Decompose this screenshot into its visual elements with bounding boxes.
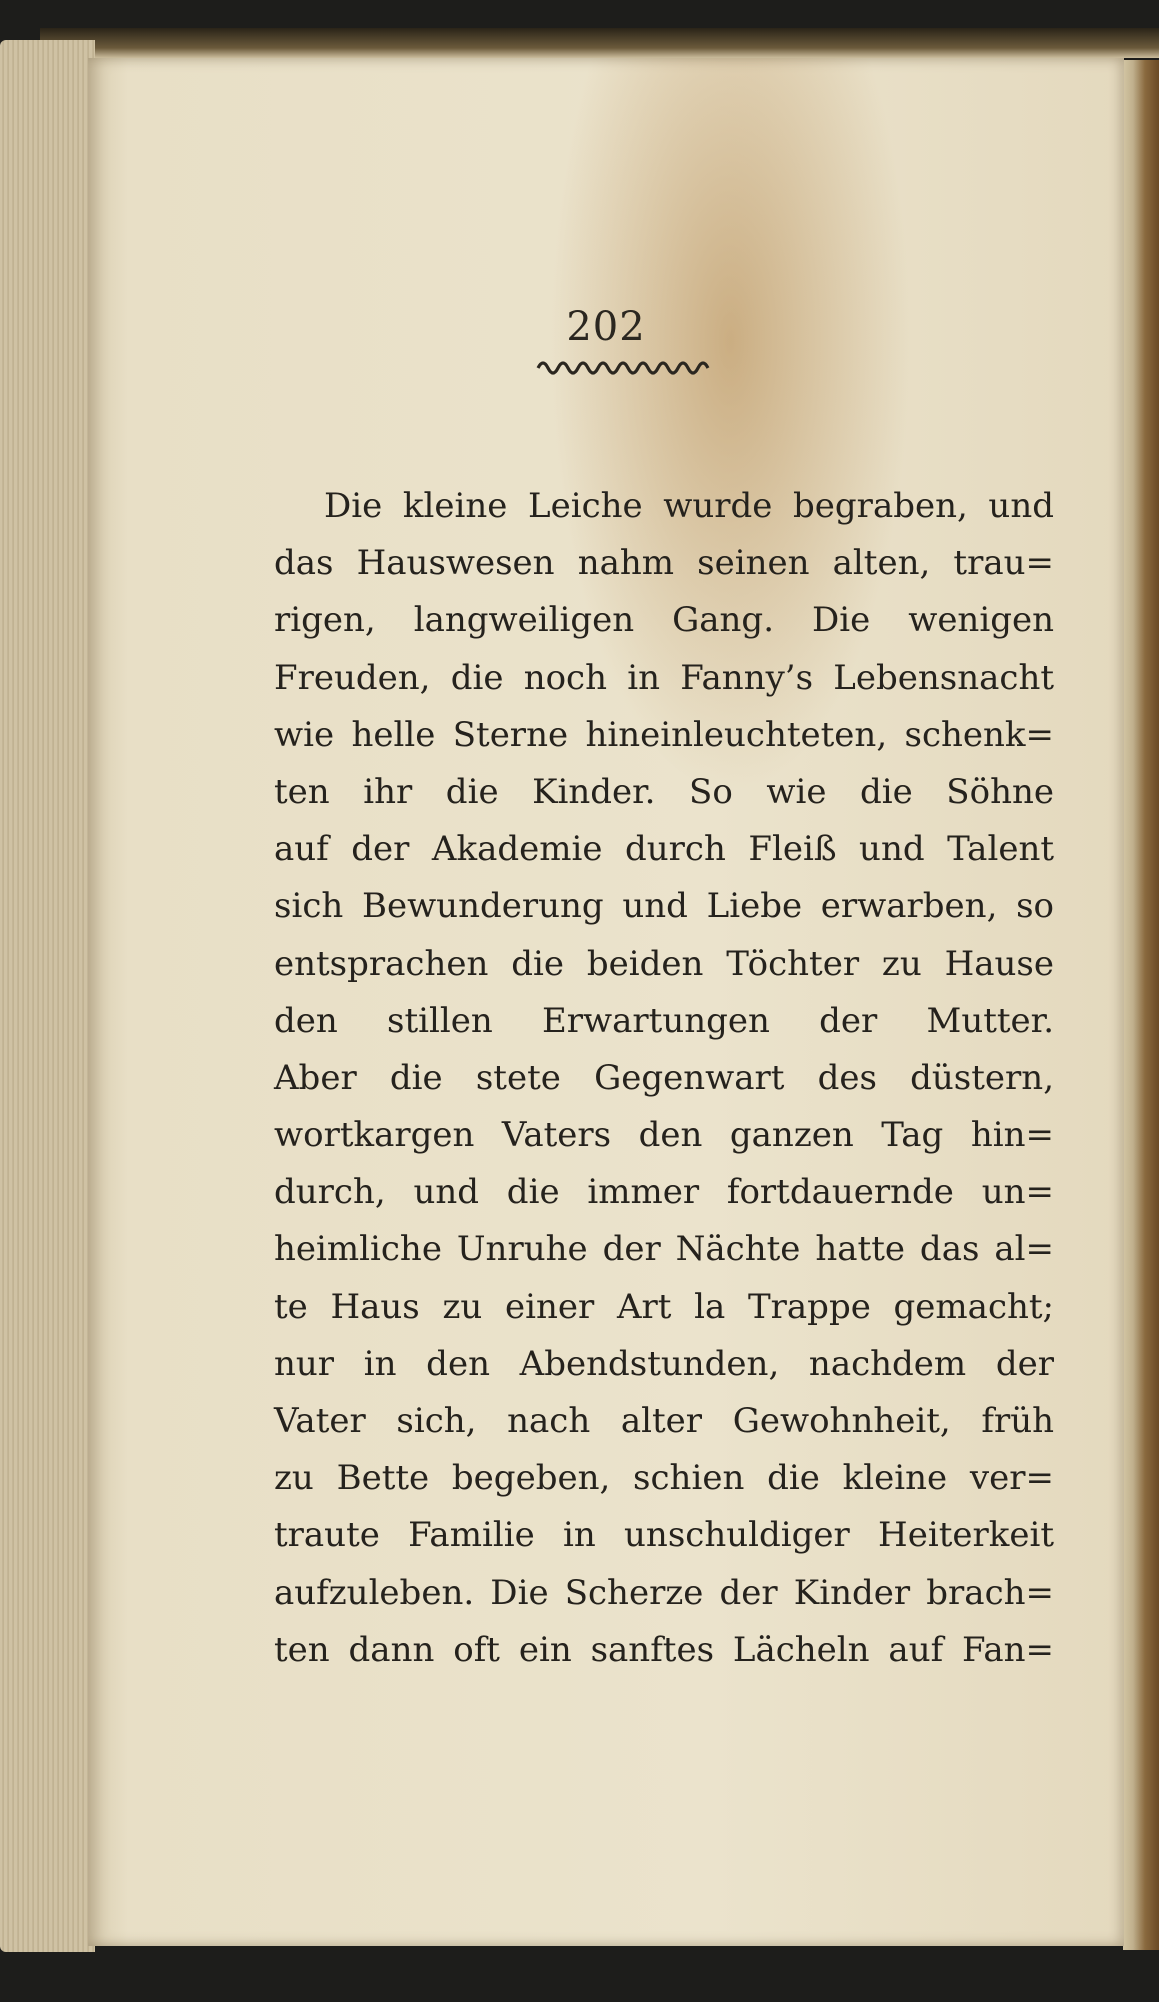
text-line: Vater sich, nach alter Gewohnheit, früh — [274, 1401, 1054, 1441]
text-line: rigen, langweiligen Gang. Die wenigen — [274, 600, 1054, 641]
text-line: Die kleine Leiche wurde begraben, und — [324, 486, 1054, 526]
text-line: entsprachen die beiden Töchter zu Hause — [274, 943, 1054, 984]
text-line: das Hauswesen nahm seinen alten, trau= — [274, 543, 1054, 584]
text-line: aufzuleben. Die Scherze der Kinder brach= — [274, 1572, 1054, 1613]
text-line: ten dann oft ein sanftes Lächeln auf Fan= — [274, 1629, 1054, 1670]
book-cover-right-edge — [1123, 60, 1159, 1950]
book-page — [88, 58, 1124, 1946]
wavy-rule-ornament — [536, 356, 712, 376]
text-line: heimliche Unruhe der Nächte hatte das al= — [274, 1229, 1054, 1270]
text-line: wortkargen Vaters den ganzen Tag hin= — [274, 1115, 1054, 1156]
text-line: auf der Akademie durch Fleiß und Talent — [274, 829, 1054, 870]
text-line: durch, und die immer fortdauernde un= — [274, 1172, 1054, 1213]
text-line: te Haus zu einer Art la Trappe gemacht; — [274, 1286, 1054, 1327]
text-line: traute Familie in unschuldiger Heiterkeit — [274, 1515, 1054, 1556]
text-line: wie helle Sterne hineinleuchteten, schenk= — [274, 714, 1054, 755]
text-line: ten ihr die Kinder. So wie die Söhne — [274, 771, 1054, 812]
body-text — [274, 478, 1054, 1679]
page-stack-edges — [0, 40, 95, 1952]
text-line: sich Bewunderung und Liebe erwarben, so — [274, 886, 1054, 927]
text-line: nur in den Abendstunden, nachdem der — [274, 1343, 1054, 1384]
text-line: zu Bette begeben, schien die kleine ver= — [274, 1458, 1054, 1499]
text-line: den stillen Erwartungen der Mutter. — [274, 1000, 1054, 1041]
text-line: Aber die stete Gegenwart des düstern, — [274, 1057, 1054, 1098]
text-line: Freuden, die noch in Fanny’s Lebensnacht — [274, 657, 1054, 698]
book-cover-top-edge — [40, 28, 1159, 58]
page-number: 202 — [566, 304, 646, 350]
